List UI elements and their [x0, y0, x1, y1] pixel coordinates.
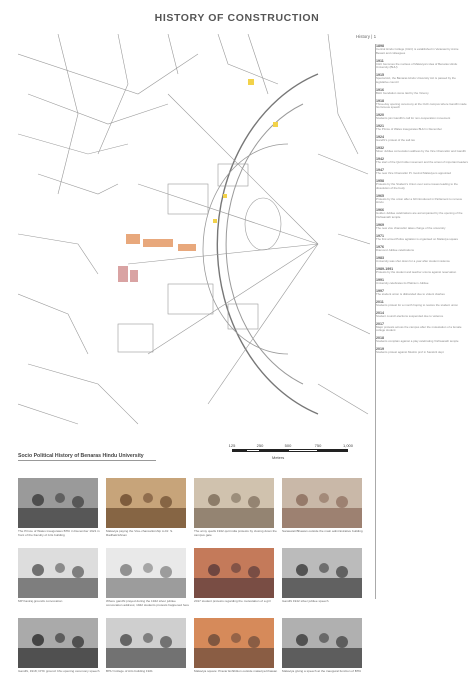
timeline-entry	[376, 311, 468, 319]
scale-segment	[288, 449, 318, 452]
timeline-entry	[376, 135, 468, 143]
timeline-year: 1965	[376, 193, 384, 198]
timeline-text: Special Act, the Banaras Hindu University Act is passed by the legislative council	[376, 76, 456, 84]
timeline-text: Students protest for a month hoping to restore the student union	[376, 302, 458, 307]
historic-photo	[282, 478, 362, 528]
timeline-text: University celebrates its Platinum Jubilee	[376, 280, 429, 285]
timeline-year: 1916	[376, 87, 384, 92]
scale-segment	[246, 449, 260, 452]
timeline-text: University was shut down for a year after student violence	[376, 258, 450, 263]
timeline-text: CHC becomes the nucleus of Malaviya's idea of Benaras Hindu University (BHU)	[376, 61, 458, 70]
timeline-text: Students join Gandhi's call for non-cooperation movement	[376, 116, 451, 121]
timeline-year: 1997	[376, 288, 384, 293]
subtitle-rule	[18, 460, 156, 461]
timeline-year: 1920	[376, 113, 384, 118]
timeline-entry	[376, 157, 468, 165]
timeline-year: 1915	[376, 73, 384, 78]
timeline-entry	[376, 336, 468, 344]
historic-photo	[194, 548, 274, 598]
page-title: HISTORY OF CONSTRUCTION	[154, 12, 320, 24]
timeline-year: 2014	[376, 310, 384, 315]
timeline-text: The Prince of Wales inaugurates BHU in December	[376, 127, 442, 132]
timeline-text: Student council elections suspended due to violence	[376, 313, 444, 318]
timeline-year: 2011	[376, 299, 384, 304]
timeline-year: 2017	[376, 321, 384, 326]
timeline-text: Major protests across the campus after the molestation of a female college student	[376, 324, 462, 333]
scale-units: Meters	[272, 455, 285, 460]
timeline-text: Diamond Jubilee celebrations	[376, 247, 414, 252]
scale-label: 250	[256, 443, 264, 448]
photo-caption: Malaviya giving a speech at the inaugural function of BHU	[282, 669, 362, 673]
scale-segment	[232, 449, 246, 452]
timeline-year: 1991	[376, 277, 384, 282]
timeline-text: BHU foundation stone laid by the Viceroy	[376, 90, 429, 95]
timeline-text: Central Hindu College (CHC) is established in Varanasi by Annie Besant and colleagues	[376, 47, 459, 55]
campus-map	[18, 34, 370, 434]
timeline-entry	[376, 88, 468, 96]
historic-photo	[18, 548, 98, 598]
timeline-year: 1921	[376, 124, 384, 129]
timeline-entry	[376, 278, 468, 286]
photo-caption: Malaviya paying the Vice-chancellorship to Dr. S. Radhakrishnan	[106, 529, 174, 537]
timeline-text: The new Vice Chancellor Pt. Govind Malaviya is appointed	[376, 171, 451, 176]
timeline-year: 1942	[376, 157, 384, 162]
timeline-text: Gandhi's protest of the salt tax	[376, 138, 415, 143]
photo-caption: 2017 student protests regarding the molestation of a girl	[194, 599, 271, 603]
scale-label: 1,000	[342, 443, 354, 448]
timeline-entry	[376, 208, 468, 219]
scale-label: 500	[284, 443, 292, 448]
photo-caption: Saraswati Bhawan outside the main administrative building	[282, 529, 363, 533]
timeline-entry	[376, 59, 468, 70]
scale-label: 125	[228, 443, 236, 448]
timeline-year: 1976	[376, 244, 384, 249]
timeline-year: 1989-1991	[376, 266, 394, 271]
timeline-entry	[376, 99, 468, 110]
timeline-year: 1911	[376, 58, 384, 63]
timeline-entry	[376, 347, 468, 355]
timeline-year: 2018	[376, 336, 384, 341]
historic-photo	[106, 478, 186, 528]
timeline-entry	[376, 289, 468, 297]
historic-photo	[18, 478, 98, 528]
photo-caption: Where gandhi prayed during the 1942 silver jubilee convocation address; 1942 students protests happened here	[106, 599, 190, 607]
photo-caption: The army quells 1942 quit india protests by closing down the campus gate	[194, 529, 277, 537]
timeline-entry	[376, 194, 468, 205]
timeline-text: Protests by the Student's Union over some issues leading to the dissolution of the body	[376, 182, 458, 190]
timeline-year: 1918	[376, 98, 384, 103]
timeline-year: 1958	[376, 179, 384, 184]
scale-label: 750	[314, 443, 322, 448]
historic-photo	[106, 548, 186, 598]
timeline-entry	[376, 256, 468, 264]
historic-photo	[18, 618, 98, 668]
photo-caption: MP Kaviraj grounds convocation	[18, 599, 63, 603]
historic-photo	[194, 618, 274, 668]
timeline-text: Three-day opening ceremony at the CHC campus where Gandhi made his famous speech	[376, 101, 467, 110]
timeline-text: Protests by the union after a bill introduced in Parliament to remove Hindu	[376, 196, 463, 205]
photo-caption: Gandhi 1942 silver jubilee speech	[282, 599, 329, 603]
timeline-year: 2019	[376, 347, 384, 352]
timeline-entry	[376, 245, 468, 253]
timeline-text: Students complain against a play celebrating Vishwanath temple	[376, 339, 459, 344]
timeline-entry	[376, 223, 468, 231]
timeline-entry	[376, 322, 468, 333]
timeline-year: 1971	[376, 233, 384, 238]
timeline-year: 1966	[376, 208, 384, 213]
timeline-text: The new vice chancellor takes charge of the university	[376, 225, 446, 230]
timeline-entry	[376, 267, 468, 275]
timeline-year: 1898	[376, 44, 384, 48]
timeline-entry	[376, 146, 468, 154]
timeline-entry	[376, 300, 468, 308]
timeline-entry	[376, 124, 468, 132]
photo-caption: The Prince of Wales inaugurates BHU in December 1921 in front of the Faculty of Arts building	[18, 529, 100, 537]
timeline-entry	[376, 44, 468, 55]
photo-caption: Malaviya square: Pravar Exhibition outside malaviya bhawan	[194, 669, 278, 673]
timeline-entry	[376, 168, 468, 176]
timeline-text: The student union is disbanded due to violent clashes	[376, 291, 445, 296]
timeline-entry	[376, 179, 468, 190]
timeline-year: 1932	[376, 146, 384, 151]
timeline-text: Golden Jubilee celebrations are accompanied by the opening of the Vishwanath temple	[376, 211, 463, 219]
timeline-entry	[376, 73, 468, 84]
timeline-text: The start of the Quit India movement and the arrest of important leaders	[376, 160, 468, 165]
timeline-entry	[376, 234, 468, 242]
section-subtitle: Socio Political History of Benaras Hindu University	[18, 453, 144, 459]
timeline-year: 1969	[376, 222, 384, 227]
timeline-year: 1983	[376, 255, 384, 260]
historic-photo	[194, 478, 274, 528]
scale-segment	[260, 449, 288, 452]
timeline	[376, 44, 468, 599]
scale-bar	[226, 443, 356, 467]
timeline-entry	[376, 113, 468, 121]
photo-caption: BHU College of Arts building 1921	[106, 669, 153, 673]
timeline-year: 1924	[376, 135, 384, 140]
timeline-text: Silver Jubilee convocation address by the Vice Chancellor and Gandhi	[376, 149, 466, 154]
timeline-text: Students protest against Muslim prof in Sanskrit dept	[376, 350, 444, 355]
timeline-text: The first armed Police agitation is organised on Malaviya square	[376, 236, 459, 241]
historic-photo	[106, 618, 186, 668]
historic-photo	[282, 548, 362, 598]
timeline-text: Protests by the student and teacher unions against reservation	[376, 269, 457, 274]
timeline-year: 1947	[376, 168, 384, 173]
photo-caption: Gandhi, 1918; CHC ground: bhu opening ceremony speech	[18, 669, 100, 673]
scale-segment	[318, 449, 348, 452]
historic-photo	[282, 618, 362, 668]
history-tag: History | 1	[356, 34, 377, 39]
